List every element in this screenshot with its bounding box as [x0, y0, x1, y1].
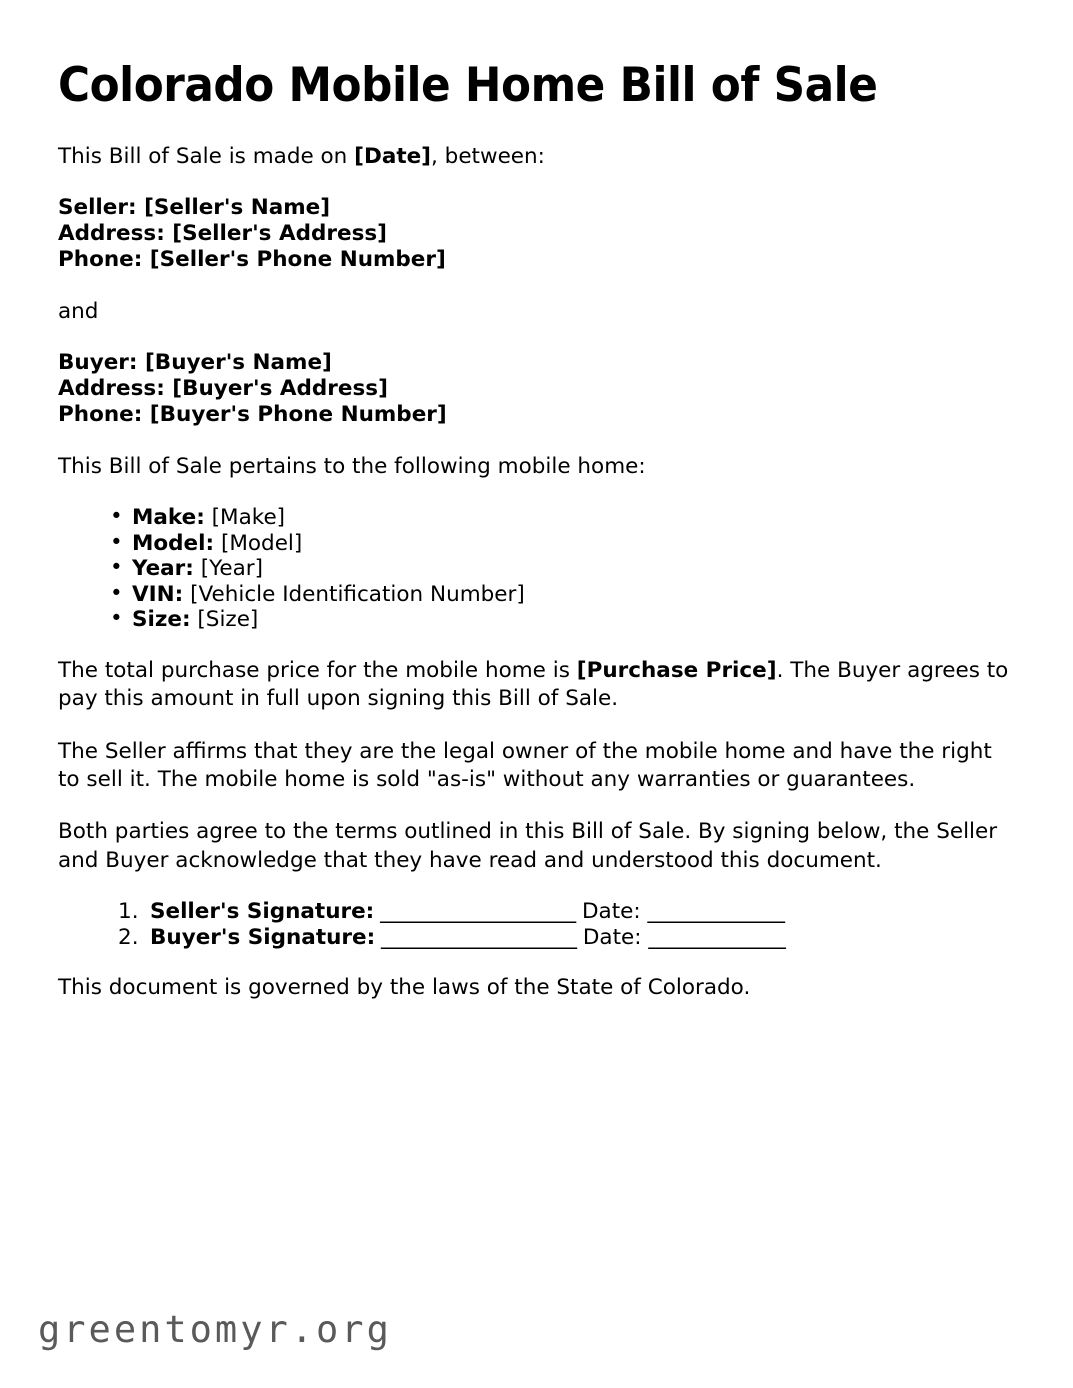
buyer-signature-label: Buyer's Signature: [150, 925, 376, 951]
signature-list [58, 899, 1015, 951]
buyer-name-line: Buyer: [Buyer's Name] [58, 350, 332, 376]
list-item [110, 505, 1015, 531]
seller-block [58, 195, 1015, 274]
list-item [110, 607, 1015, 633]
spec-label: Year: [132, 556, 194, 582]
conjunction-line: and [58, 298, 99, 324]
list-item [110, 582, 1015, 608]
intro-paragraph [58, 143, 1015, 171]
buyer-address-line: Address: [Buyer's Address] [58, 376, 388, 402]
price-before: The total purchase price for the mobile home is [58, 657, 577, 683]
seller-date-label: Date: [575, 899, 648, 925]
price-paragraph [58, 657, 1015, 714]
buyer-phone-line: Phone: [Buyer's Phone Number] [58, 402, 447, 428]
list-item [110, 531, 1015, 557]
seller-signature-label: Seller's Signature: [150, 899, 375, 925]
intro-before: This Bill of Sale is made on [58, 143, 355, 169]
price-after: . The Buyer agrees to pay this amount in full upon signing this Bill of Sale. [58, 657, 1009, 712]
list-item [110, 556, 1015, 582]
spec-value: [Vehicle Identification Number] [190, 581, 525, 607]
seller-phone-line: Phone: [Seller's Phone Number] [58, 247, 446, 273]
spec-label: VIN: [132, 581, 184, 607]
buyer-signature-line[interactable]: ____________________ [375, 925, 577, 951]
spec-value: [Make] [211, 505, 286, 531]
agreement-paragraph: Both parties agree to the terms outlined in this Bill of Sale. By signing below, the Seller and Buyer acknowledge that they have read and understood this document. [58, 819, 998, 873]
date-placeholder: [Date] [354, 143, 432, 169]
buyer-date-line[interactable]: ______________ [648, 925, 785, 951]
seller-address-line: Address: [Seller's Address] [58, 221, 387, 247]
spec-value: [Size] [197, 607, 259, 633]
intro-after: , between: [431, 143, 545, 169]
affirmation-paragraph: The Seller affirms that they are the legal owner of the mobile home and have the right to sell it. The mobile home is sold "as-is" without any warranties or guarantees. [58, 738, 992, 793]
spec-label: Make: [132, 505, 205, 531]
spec-label: Model: [132, 530, 215, 556]
seller-signature-line[interactable]: ____________________ [374, 899, 576, 925]
page-title: Colorado Mobile Home Bill of Sale [58, 58, 878, 113]
spec-value: [Year] [200, 556, 264, 582]
list-item [118, 925, 1015, 951]
governing-law-paragraph: This document is governed by the laws of the State of Colorado. [58, 974, 751, 1000]
seller-name-line: Seller: [Seller's Name] [58, 195, 331, 220]
spec-label: Size: [132, 607, 191, 633]
mobile-home-specs-list [58, 505, 1015, 633]
spec-value: [Model] [220, 530, 303, 556]
buyer-date-label: Date: [576, 925, 649, 951]
specs-intro-paragraph: This Bill of Sale pertains to the following mobile home: [58, 453, 646, 479]
seller-date-line[interactable]: ______________ [647, 899, 784, 925]
list-item [118, 899, 1015, 925]
purchase-price-placeholder: [Purchase Price] [576, 657, 777, 683]
buyer-block [58, 350, 1015, 429]
site-watermark: greentomyr.org [38, 1308, 392, 1351]
